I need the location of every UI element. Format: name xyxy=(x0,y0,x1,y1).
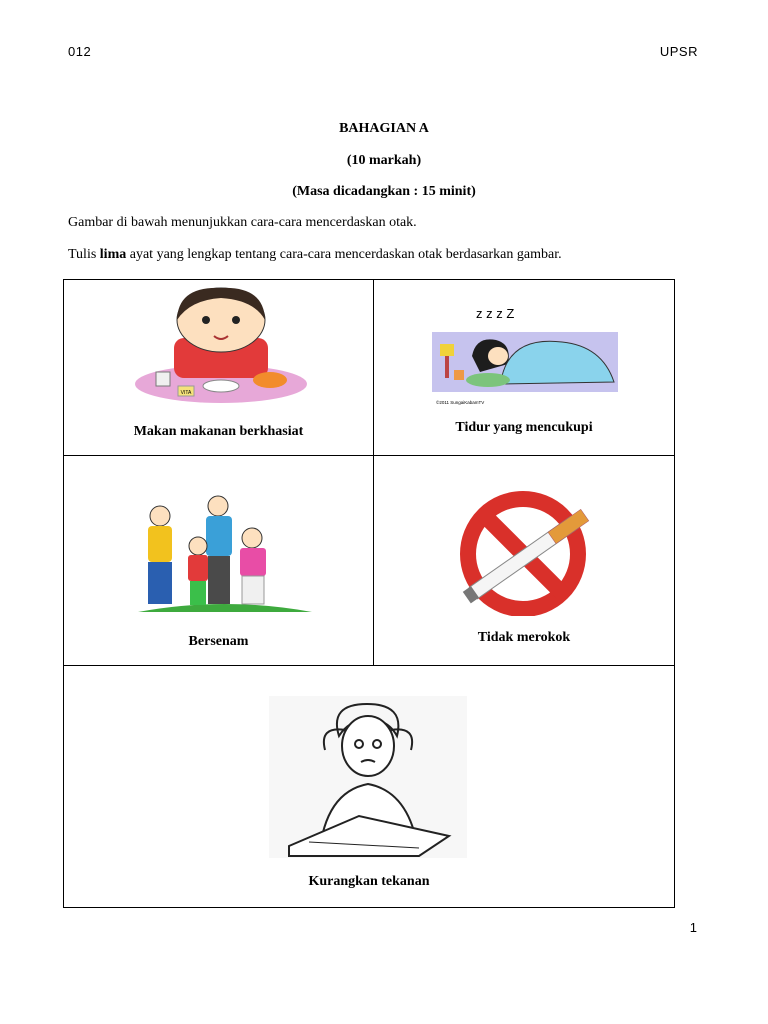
caption-bersenam: Bersenam xyxy=(188,634,249,649)
cell-makan xyxy=(64,280,374,456)
time-text: (Masa dicadangkan : 15 minit) xyxy=(292,184,476,199)
cell-tidur xyxy=(374,280,675,456)
vita-label: VITA xyxy=(180,390,192,396)
caption-makan: Makan makanan berkhasiat xyxy=(133,424,304,439)
emphasis-lima: lima xyxy=(99,247,127,262)
zzz-text: z z z Z xyxy=(476,306,515,321)
page-number: 1 xyxy=(689,920,697,935)
picture-grid xyxy=(63,279,675,908)
sleeping-child-picture xyxy=(432,284,618,408)
eating-child-picture xyxy=(134,286,309,404)
caption-tidur: Tidur yang mencukupi xyxy=(455,420,593,435)
copyright-text: ©2011 SungaiKabamTV xyxy=(436,400,485,405)
instruction-line-2: Tulis lima ayat yang lengkap tentang cara-cara mencerdaskan otak berdasarkan gambar. xyxy=(68,247,562,262)
cell-tekanan xyxy=(64,666,675,908)
stressed-man-picture xyxy=(269,696,467,858)
cell-bersenam xyxy=(64,456,374,666)
no-smoking-icon xyxy=(448,486,608,616)
caption-tekanan: Kurangkan tekanan xyxy=(308,874,430,889)
exercising-family-picture xyxy=(134,486,314,616)
cell-merokok xyxy=(374,456,675,666)
page-code: 012 xyxy=(68,44,92,59)
instruction-line-1: Gambar di bawah menunjukkan cara-cara mencerdaskan otak. xyxy=(68,215,417,230)
caption-merokok: Tidak merokok xyxy=(477,630,571,645)
section-title: BAHAGIAN A xyxy=(339,121,429,136)
marks-text: (10 markah) xyxy=(346,153,422,168)
exam-name: UPSR xyxy=(659,44,698,59)
